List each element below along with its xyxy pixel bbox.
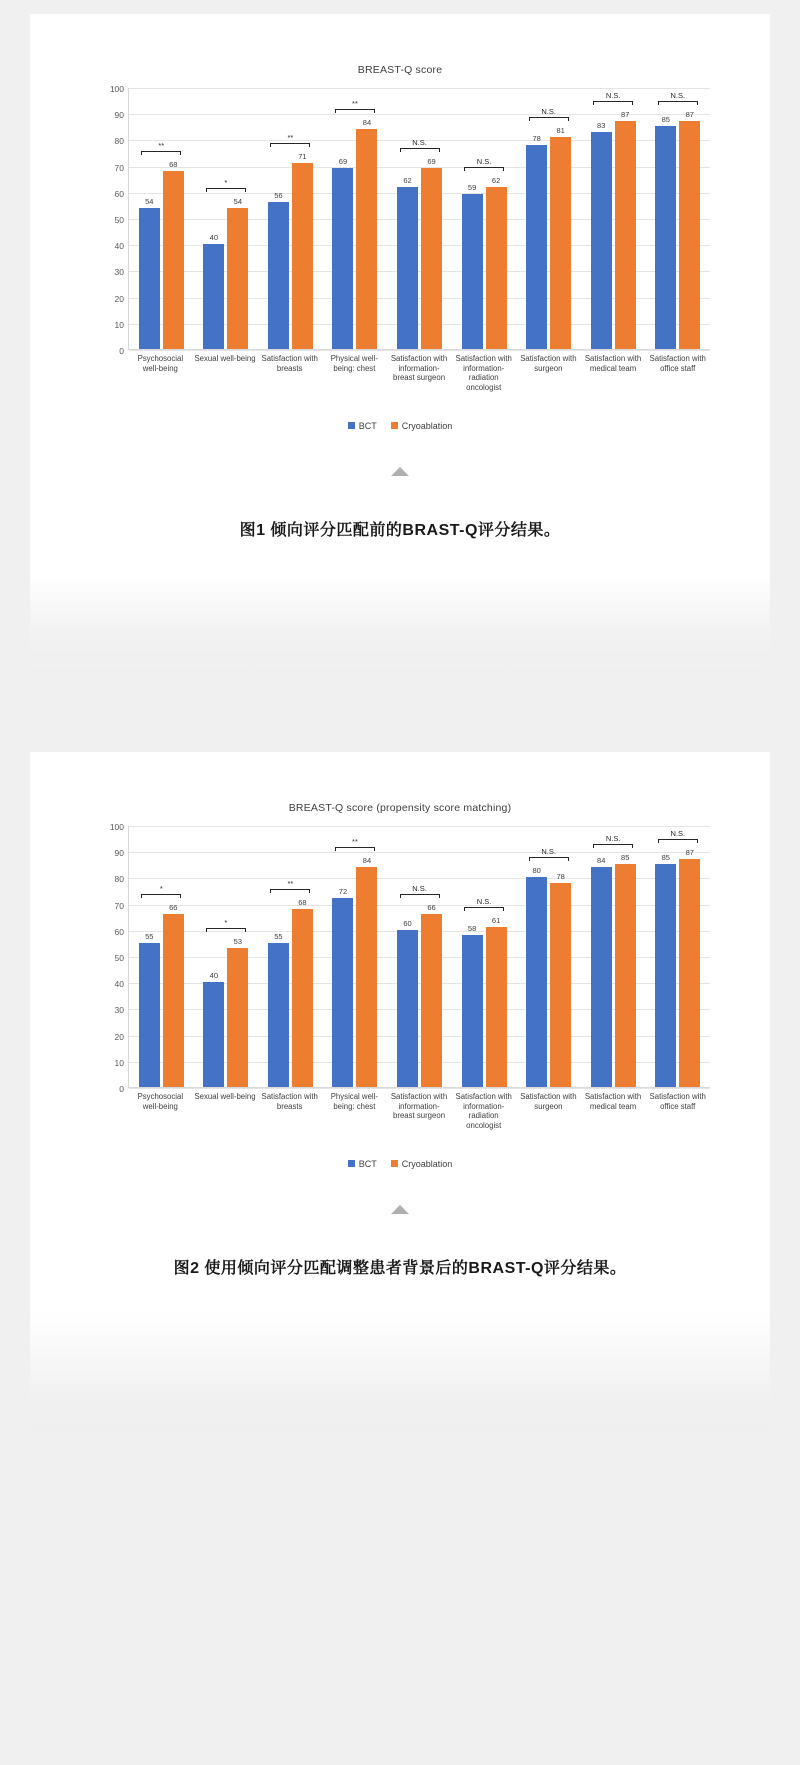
chart-significance-annotation [464,157,504,171]
chart-bar-value-label: 61 [491,916,501,926]
significance-label: N.S. [670,91,686,101]
chart-bar-group [516,826,581,1087]
chart-significance-annotation [529,107,569,121]
chart-y-tick-label: 0 [119,346,124,356]
chart-y-tick-label: 30 [114,1005,124,1016]
chart-y-tick-label: 100 [109,821,124,832]
significance-label: N.S. [670,829,686,838]
chart-bar[interactable] [292,151,313,349]
chart-bar-value-label: 58 [467,923,477,933]
legend-swatch [348,1160,355,1167]
significance-bracket [206,188,246,192]
chart-bars [258,88,323,349]
chart-bar-value-label: 66 [169,903,178,913]
chart-bars [194,88,259,349]
chart-bar-value-label: 78 [532,133,541,143]
chart-bar-group [323,826,388,1087]
significance-label: N.S. [412,138,427,148]
chart-plot-area [109,821,710,1094]
significance-label: N.S. [476,897,492,907]
chart-bar-value-label: 87 [685,848,694,857]
chart-title: BREAST-Q score (propensity score matching) [288,801,512,814]
chart-bar[interactable] [356,855,377,1087]
chart-bar[interactable] [462,183,483,349]
significance-bracket [529,857,569,861]
chart-bar-value-label: 81 [556,125,565,135]
chart-bar-group [387,88,452,349]
chart-bar[interactable] [550,125,571,349]
chart-bar[interactable] [591,120,612,349]
chart-bar[interactable] [163,903,184,1087]
chart-bars [258,826,323,1087]
chart-x-tick-label: Satisfaction with information-radiation oncologist [455,354,512,393]
chart-y-tick-label: 100 [109,84,124,94]
chart-bar-value-label: 84 [362,117,372,127]
significance-label: ** [352,98,358,108]
chart-bar-group [129,826,194,1087]
chart-significance-annotation [206,178,246,192]
chart-significance-annotation [270,879,310,893]
figure-1-chart-card [30,14,770,437]
chart-significance-annotation [400,884,440,898]
chart-bar[interactable] [163,159,184,349]
chart-significance-annotation [270,133,310,147]
chart-bar-value-label: 53 [233,937,243,947]
significance-bracket [400,148,440,152]
chart-bar-group [194,88,259,349]
legend-label: BCT [358,1158,377,1169]
chart-significance-annotation [658,91,698,105]
chart-bar-value-label: 85 [661,115,670,125]
chart-y-tick-label: 60 [114,926,124,937]
figure-2-fade [30,1312,770,1432]
chart-x-tick-label: Psychosocial well-being [137,354,184,373]
significance-label: N.S. [476,156,492,166]
chart-bars [516,826,581,1087]
chart-y-tick-label: 0 [119,1083,124,1094]
chart-bar[interactable] [591,855,612,1087]
chart-y-tick-label: 20 [114,1031,124,1042]
chart-bar[interactable] [227,937,248,1087]
chart-significance-annotation [335,837,375,851]
triangle-up-icon[interactable] [391,1205,409,1214]
chart-bar-groups [129,826,710,1087]
significance-label: N.S. [605,91,621,101]
significance-bracket [270,143,310,147]
chart-significance-annotation [400,138,440,152]
chart-x-tick-label: Physical well-being: chest [330,1091,378,1111]
chart-bar-value-label: 40 [209,233,219,243]
chart-bar[interactable] [203,233,224,349]
chart-x-tick-label: Psychosocial well-being [137,1091,184,1111]
chart-x-tick-label: Satisfaction with surgeon [520,354,577,373]
significance-bracket [658,101,698,105]
chart-bar-value-label: 55 [274,931,283,941]
chart-bar-value-label: 84 [362,855,372,865]
chart-bar-group [323,88,388,349]
significance-label: N.S. [412,884,427,894]
chart-bar-value-label: 62 [491,175,501,185]
significance-label: * [224,918,228,928]
chart-bar-value-label: 68 [169,159,178,169]
chart-bar-value-label: 78 [556,871,565,881]
chart-y-tick-label: 80 [114,874,124,885]
chart-x-axis-labels [128,354,710,393]
legend-label: Cryoablation [401,1158,453,1169]
chart-bar-value-label: 40 [209,971,219,981]
chart-bar[interactable] [421,903,442,1087]
chart-significance-annotation [529,847,569,861]
chart-x-tick-label: Satisfaction with information-breast surgeon [390,1091,448,1121]
chart-bar-group [194,826,259,1087]
figure-1-fade [30,574,770,674]
chart-bar-group [129,88,194,349]
chart-y-tick-label: 40 [114,979,124,990]
chart-bar-value-label: 62 [403,175,412,185]
chart-bars [323,88,388,349]
chart-bars [516,88,581,349]
chart-y-tick-label: 90 [114,110,124,121]
significance-bracket [400,894,440,898]
chart-bar[interactable] [679,848,700,1087]
chart-bar-value-label: 55 [145,931,154,941]
legend-label: Cryoablation [401,420,453,431]
chart-x-axis-labels [128,1092,710,1131]
significance-label: * [224,177,228,187]
chart-bar[interactable] [139,931,160,1087]
chart-bar[interactable] [292,897,313,1087]
significance-bracket [270,889,310,893]
chart-bar[interactable] [397,918,418,1087]
chart-y-tick-label: 10 [114,319,124,330]
chart-bars [387,826,452,1087]
chart-x-tick-label: Satisfaction with medical team [584,354,642,373]
chart-bar-group [646,88,711,349]
significance-bracket [335,109,375,113]
chart-bar-group [258,826,323,1087]
chart-bar-value-label: 72 [338,887,348,897]
chart-bars [646,88,711,349]
chart-bar-value-label: 69 [338,157,348,167]
significance-bracket [206,928,246,932]
chart-x-tick-label: Physical well-being: chest [330,354,378,373]
significance-bracket [464,907,504,911]
collapse-control-2[interactable] [30,1175,770,1229]
chart-y-tick-label: 80 [114,136,124,147]
chart-y-tick-label: 90 [114,848,124,859]
chart-bar-group [581,826,646,1087]
significance-bracket [335,847,375,851]
chart-x-tick-label: Satisfaction with office staff [649,354,706,373]
chart-gridline [119,346,710,356]
chart-bar-value-label: 68 [298,897,307,907]
chart-bars [452,826,517,1087]
chart-bar-group [258,88,323,349]
chart-gridline [119,1083,710,1094]
figure-2-chart-card [30,752,770,1175]
significance-label: N.S. [541,847,556,857]
triangle-up-icon[interactable] [391,467,409,476]
chart-bar-value-label: 87 [685,110,694,120]
chart-bar[interactable] [655,853,676,1087]
chart-y-tick-label: 60 [114,188,124,199]
chart-y-tick-label: 70 [114,162,124,173]
chart-bar[interactable] [526,866,547,1087]
chart-significance-annotation [464,897,504,911]
chart-bar-group [452,826,517,1087]
legend-swatch [348,422,355,429]
chart-bars [646,826,711,1087]
chart-bar[interactable] [268,191,289,349]
chart-bar-value-label: 54 [145,196,154,206]
chart-bar[interactable] [421,157,442,349]
significance-label: ** [352,836,358,846]
chart-y-tick-label: 50 [114,952,124,963]
chart-bar-value-label: 54 [233,196,243,206]
chart-significance-annotation [658,829,698,843]
significance-bracket [529,117,569,121]
significance-bracket [593,101,633,105]
significance-label: N.S. [541,106,556,116]
chart-bar-value-label: 69 [427,157,436,167]
chart-bar[interactable] [679,110,700,349]
chart-bar[interactable] [332,887,353,1087]
chart-bars [129,88,194,349]
chart-bar-group [516,88,581,349]
significance-bracket [141,151,181,155]
chart-legend-item[interactable] [391,1159,453,1169]
chart-bar-value-label: 59 [467,183,477,193]
chart-bars [387,88,452,349]
chart-significance-annotation [593,91,633,105]
chart-x-tick-label: Satisfaction with information-breast surgeon [390,354,448,383]
chart-bar-value-label: 71 [298,151,307,161]
chart-bar[interactable] [462,923,483,1087]
chart-bar[interactable] [615,853,636,1087]
chart-bars [452,88,517,349]
collapse-control-1[interactable] [30,437,770,491]
chart-x-tick-label: Sexual well-being [194,1091,256,1101]
chart-bar-value-label: 66 [427,903,436,913]
chart-legend-item[interactable] [348,421,377,431]
chart-bar[interactable] [655,115,676,349]
chart-x-tick-label: Satisfaction with medical team [584,1091,642,1111]
legend-label: BCT [358,420,377,431]
chart-bars [323,826,388,1087]
legend-swatch [391,422,398,429]
chart-bar[interactable] [615,110,636,349]
significance-bracket [464,167,504,171]
chart-significance-annotation [593,834,633,848]
chart-legend [90,1159,710,1175]
chart-y-tick-label: 20 [114,293,124,304]
chart-x-tick-label: Satisfaction with information-radiation oncologist [455,1091,512,1131]
chart-bars [129,826,194,1087]
chart-bar-value-label: 87 [621,110,630,120]
chart-bars [194,826,259,1087]
chart-bar[interactable] [268,931,289,1087]
chart-bar[interactable] [203,971,224,1087]
chart-significance-annotation [335,99,375,113]
chart-title: BREAST-Q score [357,64,443,76]
chart-bars [581,826,646,1087]
chart-legend-item[interactable] [391,421,453,431]
chart-bar[interactable] [139,196,160,349]
chart-bars [581,88,646,349]
chart-significance-annotation [206,918,246,932]
legend-swatch [391,1160,398,1167]
chart-bar-value-label: 85 [621,853,630,863]
chart-y-tick-label: 70 [114,900,124,911]
figure-2-caption: 图2 使用倾向评分匹配调整患者背景后的BRAST-Q评分结果。 [30,1229,770,1312]
significance-bracket [141,894,181,898]
chart-x-tick-label: Satisfaction with office staff [649,1091,706,1111]
chart-bar[interactable] [486,175,507,349]
chart-bar-value-label: 85 [661,853,670,863]
chart-significance-annotation [141,141,181,155]
chart-bar[interactable] [526,133,547,349]
chart-bar-value-label: 56 [274,191,283,201]
chart-plot-wrapper [90,84,710,437]
chart-y-tick-label: 50 [114,215,124,225]
chart-plot-wrapper [90,821,710,1175]
chart-x-tick-label: Satisfaction with breasts [261,354,318,373]
chart-bar-value-label: 60 [403,918,412,928]
chart-x-tick-label: Satisfaction with surgeon [520,1091,577,1111]
chart-y-tick-label: 10 [114,1057,124,1068]
chart-bar-groups [129,88,710,349]
chart-bar-group [646,826,711,1087]
chart-x-tick-label: Satisfaction with breasts [261,1091,318,1111]
significance-label: * [159,884,163,894]
chart-bar-group [581,88,646,349]
significance-label: ** [158,140,165,150]
chart-bar-value-label: 83 [597,120,606,130]
significance-label: ** [287,878,294,888]
chart-x-tick-label: Sexual well-being [194,354,256,363]
chart-significance-annotation [141,884,181,898]
significance-bracket [658,839,698,843]
chart-legend [90,421,710,437]
chart-bar[interactable] [397,175,418,349]
chart-bar[interactable] [550,871,571,1087]
chart-bar[interactable] [356,117,377,349]
chart-bar[interactable] [227,196,248,349]
chart-bar-value-label: 80 [532,866,541,876]
significance-label: N.S. [605,834,621,844]
chart-legend-item[interactable] [348,1159,377,1169]
chart-bar-value-label: 84 [597,855,606,865]
chart-plot-area [109,84,710,356]
significance-bracket [593,844,633,848]
chart-y-tick-label: 30 [114,267,124,278]
chart-bar-group [387,826,452,1087]
chart-bar-group [452,88,517,349]
chart-bar[interactable] [486,916,507,1087]
chart-bar[interactable] [332,157,353,349]
chart-y-tick-label: 40 [114,241,124,252]
significance-label: ** [287,132,294,142]
figure-1-caption: 图1 倾向评分匹配前的BRAST-Q评分结果。 [30,491,770,574]
